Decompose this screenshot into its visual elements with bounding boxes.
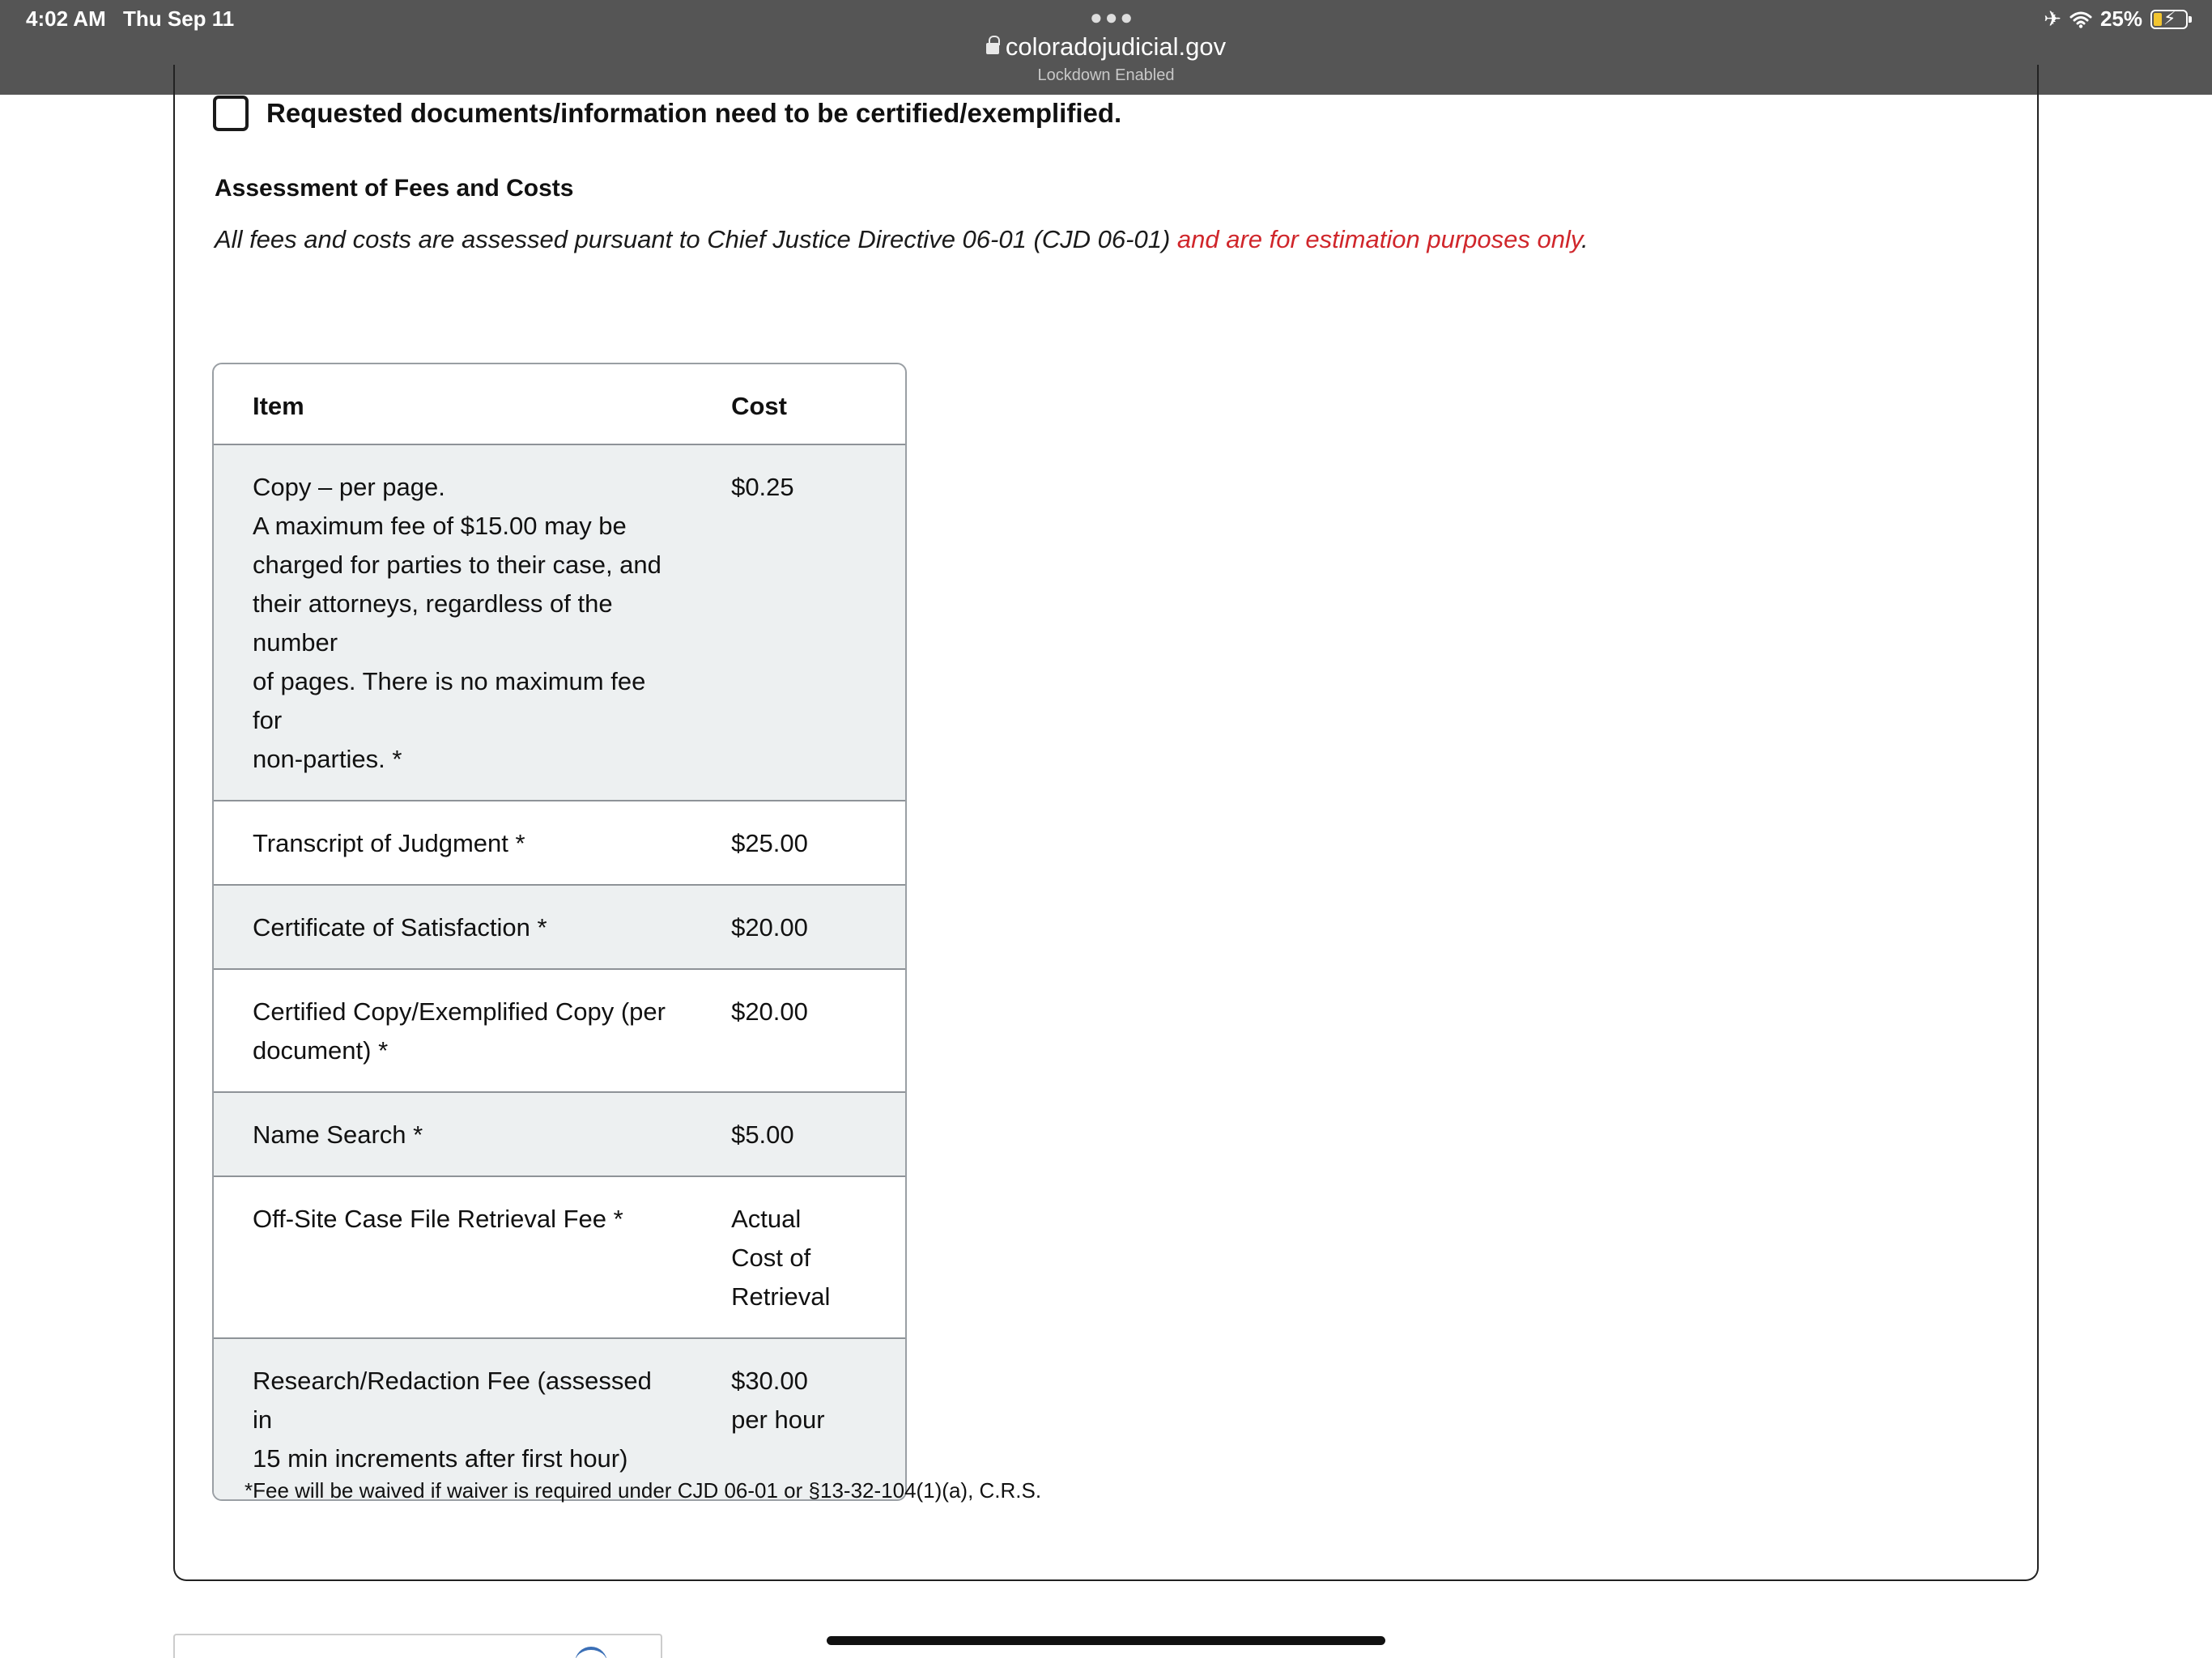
- fee-cost-cell: [731, 1116, 905, 1154]
- fee-cost-line: per hour: [731, 1405, 825, 1434]
- charging-bolt-icon: ⚡: [2163, 7, 2176, 28]
- fee-cost-line: Retrieval: [731, 1282, 831, 1311]
- fee-item-line: 15 min increments after first hour): [253, 1444, 628, 1473]
- table-row: [214, 884, 905, 968]
- fee-item-line: Transcript of Judgment *: [253, 829, 525, 857]
- home-indicator[interactable]: [827, 1636, 1385, 1645]
- fee-cost-line: Actual: [731, 1205, 802, 1233]
- fee-cost-line: $30.00: [731, 1367, 808, 1395]
- fee-item-cell: [214, 993, 731, 1070]
- fee-item-line: Name Search *: [253, 1120, 423, 1149]
- header-cost: Cost: [731, 392, 787, 420]
- fee-item-line: Research/Redaction Fee (assessed in: [253, 1367, 652, 1434]
- status-time: 4:02 AM: [26, 6, 106, 31]
- fee-cost-line: $20.00: [731, 997, 808, 1026]
- fee-item-line: of pages. There is no maximum fee for: [253, 667, 646, 734]
- fee-cost-line: $5.00: [731, 1120, 794, 1149]
- fee-item-line: document) *: [253, 1036, 389, 1065]
- fee-cost-cell: [731, 824, 905, 863]
- fee-item-line: Off-Site Case File Retrieval Fee *: [253, 1205, 623, 1233]
- fees-intro: [215, 225, 1589, 254]
- fee-cost-line: $25.00: [731, 829, 808, 857]
- fee-cost-line: Cost of: [731, 1244, 811, 1272]
- battery-icon: [2150, 7, 2188, 29]
- fee-cost-cell: [731, 468, 905, 779]
- status-date: Thu Sep 11: [123, 6, 235, 31]
- more-dots-icon[interactable]: ●●●: [1090, 5, 1136, 29]
- table-row: [214, 444, 905, 800]
- partial-logo-icon: [575, 1647, 607, 1658]
- battery-fill: [2154, 13, 2162, 26]
- fee-item-line: Copy – per page.: [253, 473, 445, 501]
- fee-item-cell: [214, 1200, 731, 1316]
- fee-item-line: Certificate of Satisfaction *: [253, 913, 547, 942]
- table-row: [214, 1091, 905, 1175]
- lockdown-status: Lockdown Enabled: [1037, 66, 1175, 84]
- fee-item-line: non-parties. *: [253, 745, 402, 773]
- fee-item-line: their attorneys, regardless of the number: [253, 589, 613, 657]
- fee-item-cell: [214, 1362, 731, 1478]
- wifi-icon: [2069, 11, 2092, 28]
- lock-icon: [986, 43, 999, 54]
- table-row: [214, 800, 905, 884]
- url-bar[interactable]: [0, 32, 2212, 62]
- battery-percent: 25%: [2099, 6, 2142, 31]
- certify-label[interactable]: Requested documents/information need to be certified/exemplified.: [266, 98, 1122, 128]
- fee-cost-cell: [731, 1200, 905, 1316]
- table-row: [214, 1337, 905, 1499]
- fee-item-line: A maximum fee of $15.00 may be: [253, 512, 627, 540]
- certify-checkbox[interactable]: [213, 96, 249, 131]
- fee-cost-cell: [731, 993, 905, 1070]
- fee-cost-cell: [731, 1362, 905, 1478]
- intro-main-text: All fees and costs are assessed pursuant to Chief Justice Directive 06-01 (CJD 06-01): [215, 225, 1177, 253]
- fees-section-title: Assessment of Fees and Costs: [215, 175, 574, 202]
- fee-cost-cell: [731, 908, 905, 947]
- fee-item-line: charged for parties to their case, and: [253, 551, 661, 579]
- intro-highlight-text: and are for estimation purposes only: [1176, 225, 1582, 253]
- table-header-row: [214, 364, 905, 444]
- status-icons: [2044, 6, 2188, 32]
- fees-table: [212, 363, 907, 1501]
- fee-waiver-footnote: *Fee will be waived if waiver is required under CJD 06-01 or §13-32-104(1)(a), C.R.S.: [245, 1478, 1042, 1503]
- fee-item-line: Certified Copy/Exemplified Copy (per: [253, 997, 666, 1026]
- fee-item-cell: [214, 1116, 731, 1154]
- fee-cost-line: $20.00: [731, 913, 808, 942]
- certify-option[interactable]: [213, 96, 1121, 131]
- table-row: [214, 968, 905, 1091]
- table-row: [214, 1175, 905, 1337]
- next-section-box: [173, 1634, 662, 1658]
- fee-cost-line: $0.25: [731, 473, 794, 501]
- fee-item-cell: [214, 908, 731, 947]
- header-item: Item: [253, 392, 304, 420]
- intro-end-text: .: [1581, 225, 1589, 253]
- fee-item-cell: [214, 468, 731, 779]
- url-text: coloradojudicial.gov: [1005, 32, 1227, 61]
- fee-item-cell: [214, 824, 731, 863]
- airplane-mode-icon: ✈: [2044, 6, 2061, 31]
